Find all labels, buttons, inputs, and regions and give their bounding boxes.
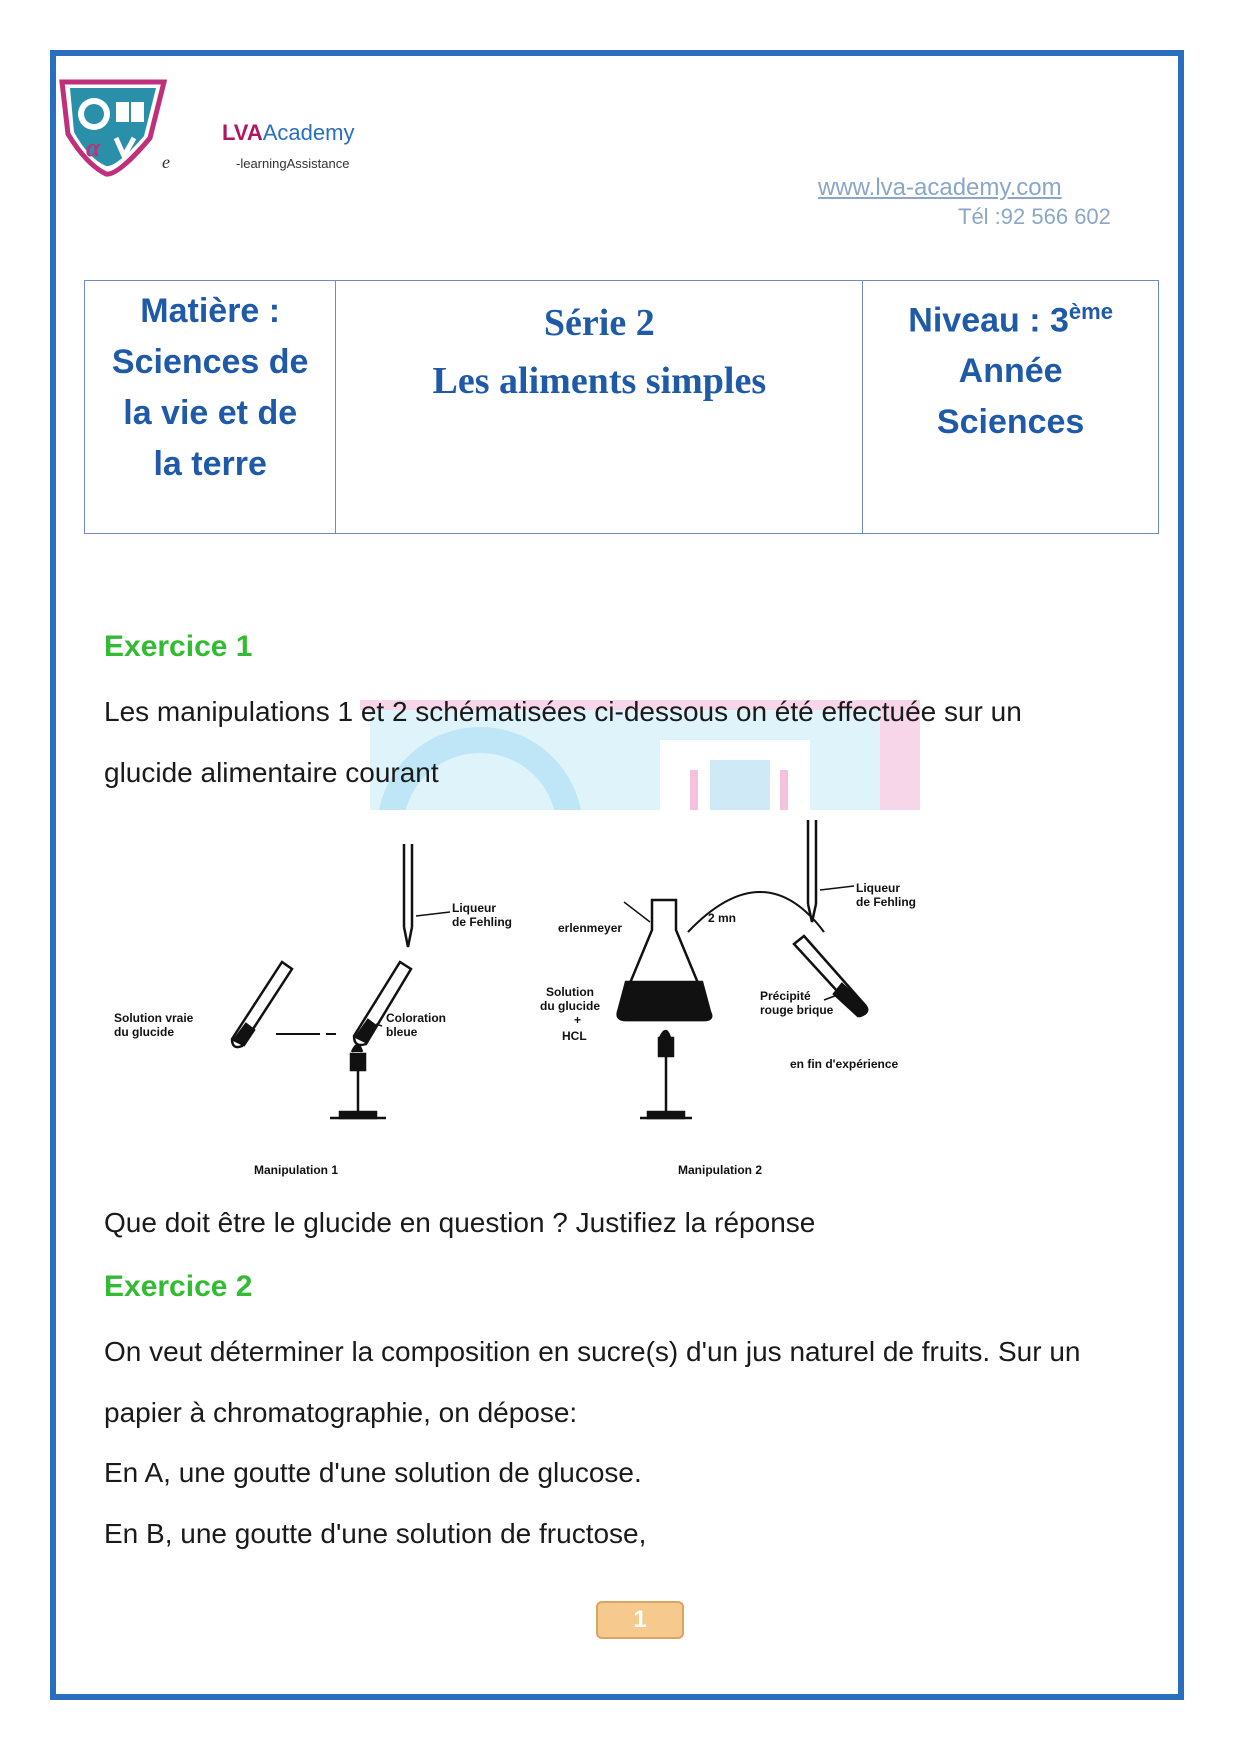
phone-number: Tél :92 566 602: [958, 204, 1111, 229]
exercise2-text-line: En A, une goutte d'une solution de glucose.: [104, 1457, 642, 1488]
exercise2-title: Exercice 2: [104, 1270, 253, 1303]
fig-label: Solution: [546, 985, 594, 999]
niveau-prefix: Niveau : 3: [908, 301, 1069, 340]
brand-lva: LVA: [222, 120, 263, 145]
fig-label: en fin d'expérience: [790, 1057, 899, 1071]
website-link[interactable]: www.lva-academy.com: [818, 174, 1062, 201]
fig-label: Précipité: [760, 989, 811, 1003]
pipette-1: [404, 844, 412, 947]
niveau-sup: ème: [1068, 299, 1113, 324]
erlenmeyer-flask: [618, 900, 711, 1020]
matiere-line: la terre: [153, 445, 267, 483]
brand-e: e: [162, 152, 170, 172]
matiere-line: Matière :: [140, 292, 281, 330]
bunsen-burner-2: [640, 1031, 692, 1118]
title-table: [84, 280, 1159, 534]
exercise1-title: Exercice 1: [104, 630, 253, 663]
matiere-line: la vie et de: [123, 394, 298, 432]
experiment-figure: [104, 812, 954, 1187]
fig-label: rouge brique: [760, 1003, 834, 1017]
exercise1-text-line: glucide alimentaire courant: [104, 757, 439, 788]
fig-label: HCL: [562, 1029, 587, 1043]
matiere-cell: [85, 281, 336, 534]
brand-tagline: -learningAssistance: [236, 156, 350, 171]
page-number-badge: 1: [596, 1601, 684, 1639]
niveau-cell: [863, 281, 1159, 534]
serie-title: Série 2: [543, 302, 655, 344]
niveau-line: Sciences: [936, 403, 1085, 442]
exercise2-text-line: papier à chromatographie, on dépose:: [104, 1397, 578, 1428]
fig-label: Coloration: [386, 1011, 446, 1025]
exercise1-text-line: Les manipulations 1 et 2 schématisées ci-dessous on été effectuée sur un: [104, 696, 1022, 727]
pipette-2: [808, 820, 816, 922]
fig-label: Solution vraie: [114, 1011, 194, 1025]
svg-text:α: α: [86, 133, 101, 162]
exercise2-text-line: En B, une goutte d'une solution de fructose,: [104, 1518, 647, 1549]
niveau-line: [864, 286, 1157, 346]
exercise1-question: Que doit être le glucide en question ? Justifiez la réponse: [104, 1207, 816, 1238]
exercise2-text-line: On veut déterminer la composition en sucre(s) d'un jus naturel de fruits. Sur un: [104, 1336, 1081, 1367]
figure-caption-2: Manipulation 2: [678, 1163, 762, 1177]
fig-label: +: [574, 1013, 582, 1027]
fig-label: erlenmeyer: [558, 921, 623, 935]
bunsen-burner-1: [330, 1045, 386, 1118]
niveau-line: Année: [958, 352, 1063, 391]
brand-name: [222, 120, 354, 146]
subject-title: Les aliments simples: [432, 360, 767, 402]
fig-label: Liqueur: [856, 881, 900, 895]
matiere-line: Sciences de: [111, 343, 309, 381]
figure-caption-1: Manipulation 1: [254, 1163, 338, 1177]
fig-label: Liqueur: [452, 901, 496, 915]
fig-label: du glucide: [114, 1025, 174, 1039]
fig-label: de Fehling: [452, 915, 512, 929]
serie-cell: [336, 281, 863, 534]
lva-logo: [58, 78, 168, 178]
fig-label: bleue: [386, 1025, 418, 1039]
fig-label: du glucide: [540, 999, 600, 1013]
brand-academy: Academy: [262, 120, 355, 145]
fig-label: 2 mn: [708, 911, 737, 925]
fig-label: de Fehling: [856, 895, 916, 909]
